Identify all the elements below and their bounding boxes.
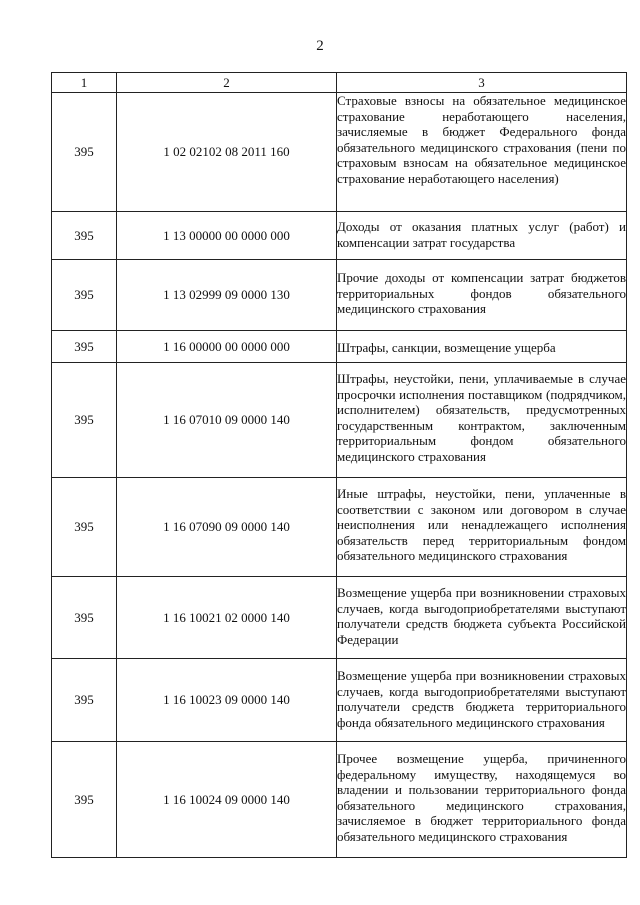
column-header-2: 2 bbox=[117, 73, 337, 93]
table-header-row bbox=[52, 73, 627, 93]
admin-code-cell: 395 bbox=[52, 260, 117, 331]
table-row bbox=[52, 478, 627, 577]
description-cell: Возмещение ущерба при возникновении страховых случаев, когда выгодоприобретателями выступают получатели средств бюджета субъекта Российской Федерации bbox=[337, 577, 627, 659]
table-row bbox=[52, 212, 627, 260]
description-cell: Страховые взносы на обязательное медицинское страхование неработающего населения, зачисляемые в бюджет Федерального фонда обязательного медицинского страхования (пени по страховым взносам на обязательное медицинское страхование неработающего населения) bbox=[337, 93, 627, 212]
budget-code-cell: 1 16 00000 00 0000 000 bbox=[117, 331, 337, 363]
table-row bbox=[52, 577, 627, 659]
budget-code-cell: 1 13 02999 09 0000 130 bbox=[117, 260, 337, 331]
description-cell: Прочее возмещение ущерба, причиненного федеральному имуществу, находящемуся во владении и пользовании территориального фонда обязательного медицинского страхования, зачисляемое в бюджет территориального фонда обязательного медицинского страхования bbox=[337, 742, 627, 858]
budget-code-cell: 1 16 07010 09 0000 140 bbox=[117, 363, 337, 478]
description-cell: Доходы от оказания платных услуг (работ) и компенсации затрат государства bbox=[337, 212, 627, 260]
admin-code-cell: 395 bbox=[52, 93, 117, 212]
budget-code-cell: 1 13 00000 00 0000 000 bbox=[117, 212, 337, 260]
budget-code-cell: 1 02 02102 08 2011 160 bbox=[117, 93, 337, 212]
table-row bbox=[52, 260, 627, 331]
description-cell: Штрафы, санкции, возмещение ущерба bbox=[337, 331, 627, 363]
budget-code-cell: 1 16 10024 09 0000 140 bbox=[117, 742, 337, 858]
admin-code-cell: 395 bbox=[52, 742, 117, 858]
admin-code-cell: 395 bbox=[52, 577, 117, 659]
admin-code-cell: 395 bbox=[52, 659, 117, 742]
table-row bbox=[52, 659, 627, 742]
admin-code-cell: 395 bbox=[52, 363, 117, 478]
budget-codes-table bbox=[51, 72, 627, 858]
column-header-1: 1 bbox=[52, 73, 117, 93]
budget-code-cell: 1 16 10021 02 0000 140 bbox=[117, 577, 337, 659]
description-cell: Штрафы, неустойки, пени, уплачиваемые в случае просрочки исполнения поставщиком (подрядчиком, исполнителем) обязательств, предусмотренных государственным контрактом, заключенным территориальным фондом обязательного медицинского страхования bbox=[337, 363, 627, 478]
description-cell: Иные штрафы, неустойки, пени, уплаченные в соответствии с законом или договором в случае неисполнения или ненадлежащего исполнения обязательств перед территориальным фондом обязательного медицинского страхования bbox=[337, 478, 627, 577]
admin-code-cell: 395 bbox=[52, 331, 117, 363]
description-cell: Прочие доходы от компенсации затрат бюджетов территориальных фондов обязательного медицинского страхования bbox=[337, 260, 627, 331]
table-row bbox=[52, 363, 627, 478]
admin-code-cell: 395 bbox=[52, 478, 117, 577]
budget-code-cell: 1 16 07090 09 0000 140 bbox=[117, 478, 337, 577]
table-row bbox=[52, 331, 627, 363]
table-row bbox=[52, 742, 627, 858]
page-number: 2 bbox=[316, 38, 324, 54]
description-cell: Возмещение ущерба при возникновении страховых случаев, когда выгодоприобретателями выступают получатели средств бюджета территориального фонда обязательного медицинского страхования bbox=[337, 659, 627, 742]
column-header-3: 3 bbox=[337, 73, 627, 93]
admin-code-cell: 395 bbox=[52, 212, 117, 260]
table-row bbox=[52, 93, 627, 212]
budget-code-cell: 1 16 10023 09 0000 140 bbox=[117, 659, 337, 742]
